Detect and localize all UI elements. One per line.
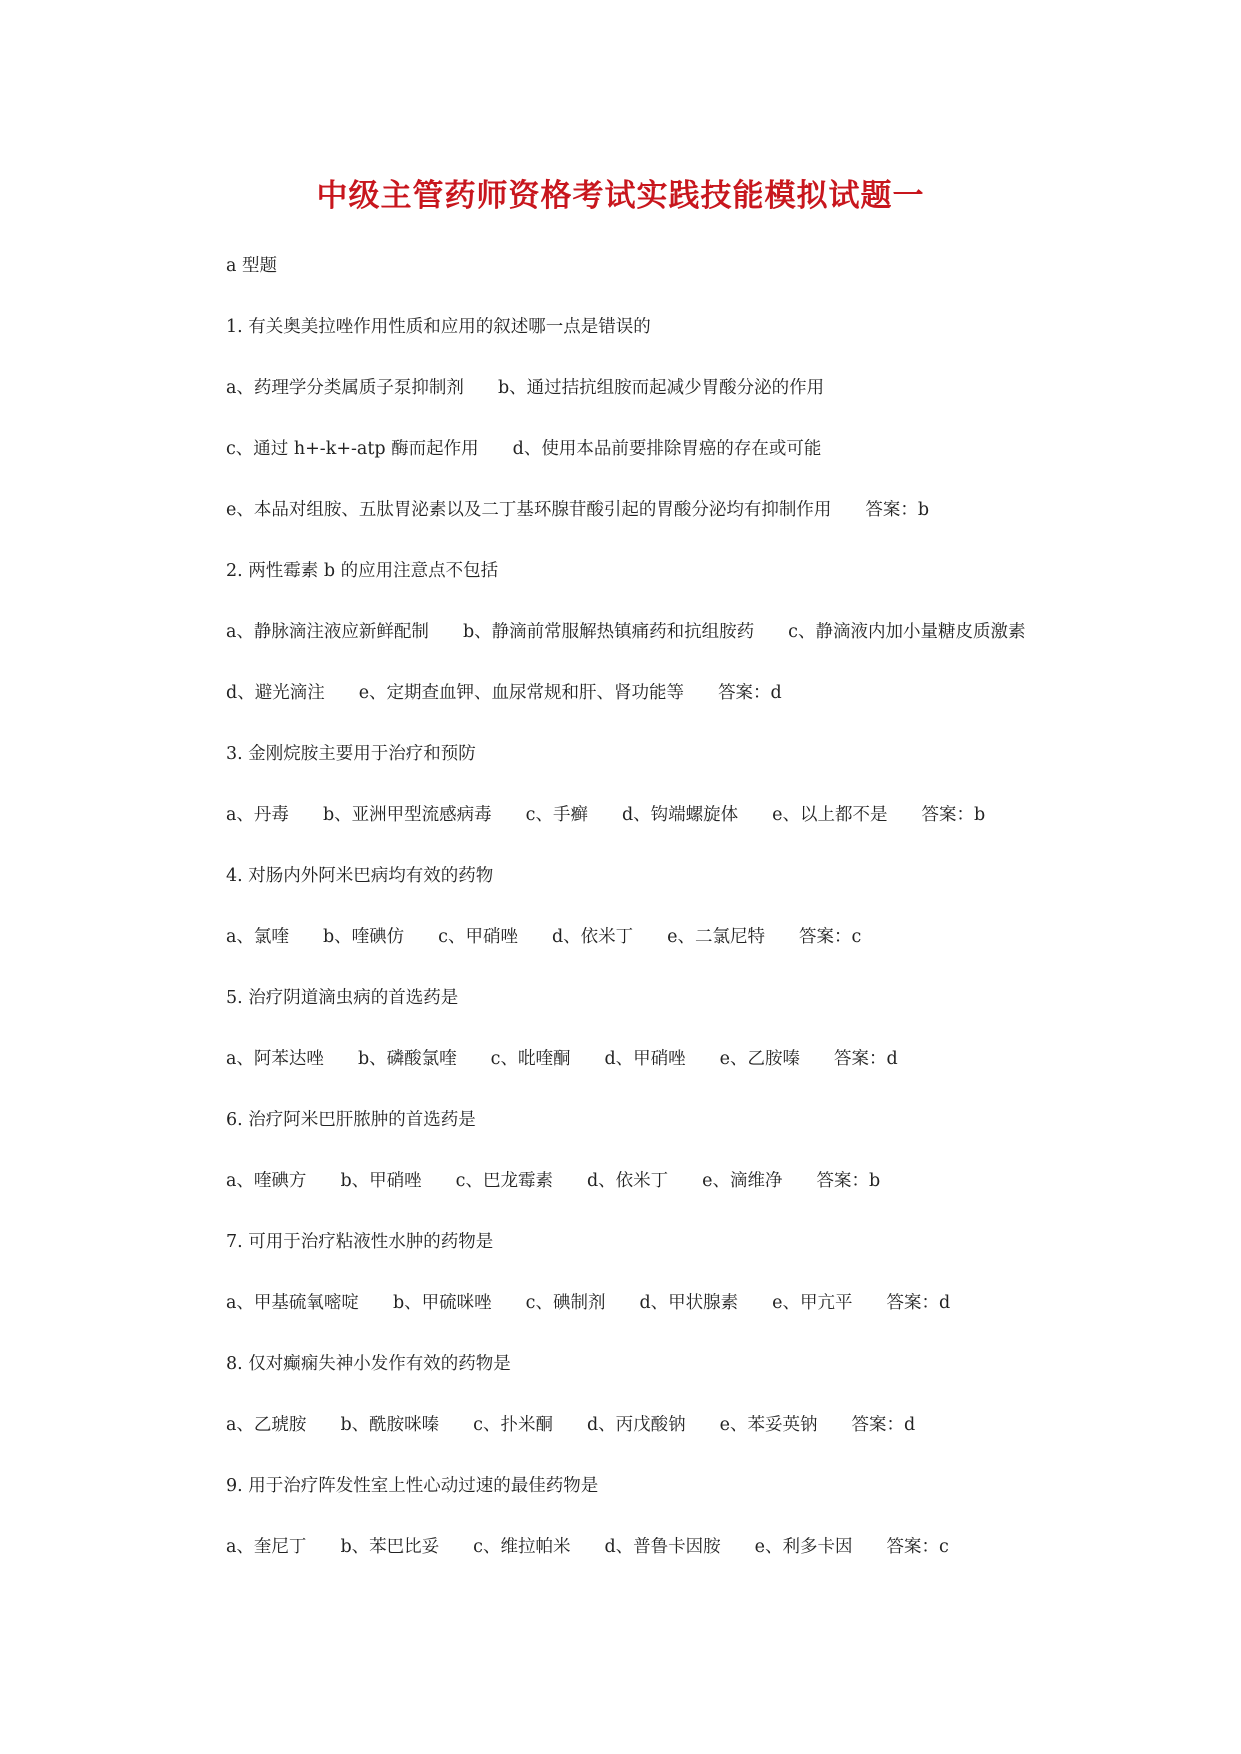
option-d: d、丙戊酸钠	[586, 1415, 686, 1435]
option-line	[226, 803, 985, 827]
option-e: e、二氯尼特	[667, 927, 766, 947]
question-stem: 5. 治疗阴道滴虫病的首选药是	[226, 988, 459, 1008]
option-line	[226, 498, 929, 522]
option-line	[226, 1047, 898, 1071]
question-stem: 8. 仅对癫痫失神小发作有效的药物是	[226, 1354, 511, 1374]
option-e: e、甲亢平	[772, 1293, 853, 1313]
option-line	[226, 1535, 949, 1559]
document-title: 中级主管药师资格考试实践技能模拟试题一	[316, 178, 925, 214]
option-c: c、通过 h+-k+-atp 酶而起作用	[226, 439, 479, 459]
option-line	[226, 925, 861, 949]
answer: 答案：d	[834, 1049, 898, 1069]
option-a: a、阿苯达唑	[226, 1049, 324, 1069]
option-d: d、钩端螺旋体	[621, 805, 739, 825]
option-c: c、手癣	[525, 805, 588, 825]
option-e: e、本品对组胺、五肽胃泌素以及二丁基环腺苷酸引起的胃酸分泌均有抑制作用	[226, 500, 832, 520]
answer: 答案：c	[799, 927, 862, 947]
option-a: a、药理学分类属质子泵抑制剂	[226, 378, 464, 398]
answer: 答案：d	[886, 1293, 951, 1313]
option-a: a、甲基硫氧嘧啶	[226, 1293, 359, 1313]
option-line	[226, 620, 1025, 644]
option-c: c、甲硝唑	[438, 927, 518, 947]
option-e: e、定期查血钾、血尿常规和肝、肾功能等	[358, 683, 685, 703]
option-line	[226, 376, 824, 400]
option-b: b、通过拮抗组胺而起减少胃酸分泌的作用	[497, 378, 825, 398]
option-b: b、甲硝唑	[340, 1171, 422, 1191]
answer: 答案：b	[816, 1171, 881, 1191]
option-b: b、亚洲甲型流感病毒	[322, 805, 492, 825]
option-c: c、静滴液内加小量糖皮质激素	[788, 622, 1026, 642]
option-d: d、依米丁	[586, 1171, 669, 1191]
option-b: b、甲硫咪唑	[392, 1293, 492, 1313]
answer: 答案：c	[886, 1537, 949, 1557]
option-e: e、利多卡因	[754, 1537, 853, 1557]
option-b: b、磷酸氯喹	[357, 1049, 457, 1069]
option-a: a、奎尼丁	[226, 1537, 307, 1557]
option-d: d、使用本品前要排除胃癌的存在或可能	[512, 439, 822, 459]
question-stem: 9. 用于治疗阵发性室上性心动过速的最佳药物是	[226, 1476, 599, 1496]
option-b: b、静滴前常服解热镇痛药和抗组胺药	[462, 622, 755, 642]
option-d: d、甲硝唑	[604, 1049, 686, 1069]
option-line	[226, 1413, 915, 1437]
question-stem: 3. 金刚烷胺主要用于治疗和预防	[226, 744, 476, 764]
option-d: d、避光滴注	[226, 683, 325, 703]
option-d: d、甲状腺素	[639, 1293, 739, 1313]
option-b: b、酰胺咪嗪	[340, 1415, 440, 1435]
option-c: c、维拉帕米	[473, 1537, 571, 1557]
question-stem: 1. 有关奥美拉唑作用性质和应用的叙述哪一点是错误的	[226, 317, 651, 337]
answer: 答案：d	[851, 1415, 916, 1435]
option-line	[226, 1169, 880, 1193]
option-e: e、苯妥英钠	[719, 1415, 818, 1435]
question-stem: 6. 治疗阿米巴肝脓肿的首选药是	[226, 1110, 476, 1130]
answer: 答案：b	[865, 500, 930, 520]
option-a: a、喹碘方	[226, 1171, 307, 1191]
option-e: e、滴维净	[702, 1171, 783, 1191]
option-c: c、吡喹酮	[490, 1049, 571, 1069]
option-e: e、以上都不是	[772, 805, 888, 825]
option-line	[226, 437, 821, 461]
question-stem: 4. 对肠内外阿米巴病均有效的药物	[226, 866, 494, 886]
section-heading: a 型题	[226, 256, 277, 276]
option-c: c、扑米酮	[473, 1415, 553, 1435]
question-stem: 7. 可用于治疗粘液性水肿的药物是	[226, 1232, 494, 1252]
option-a: a、乙琥胺	[226, 1415, 307, 1435]
option-b: b、苯巴比妥	[340, 1537, 440, 1557]
answer: 答案：d	[718, 683, 782, 703]
answer: 答案：b	[921, 805, 986, 825]
option-c: c、巴龙霉素	[455, 1171, 553, 1191]
option-e: e、乙胺嗪	[719, 1049, 801, 1069]
question-stem: 2. 两性霉素 b 的应用注意点不包括	[226, 561, 499, 581]
option-a: a、丹毒	[226, 805, 289, 825]
option-d: d、普鲁卡因胺	[604, 1537, 721, 1557]
option-b: b、喹碘仿	[322, 927, 405, 947]
option-a: a、氯喹	[226, 927, 289, 947]
option-line	[226, 681, 782, 705]
option-d: d、依米丁	[551, 927, 634, 947]
option-line	[226, 1291, 950, 1315]
option-a: a、静脉滴注液应新鲜配制	[226, 622, 429, 642]
option-c: c、碘制剂	[525, 1293, 606, 1313]
